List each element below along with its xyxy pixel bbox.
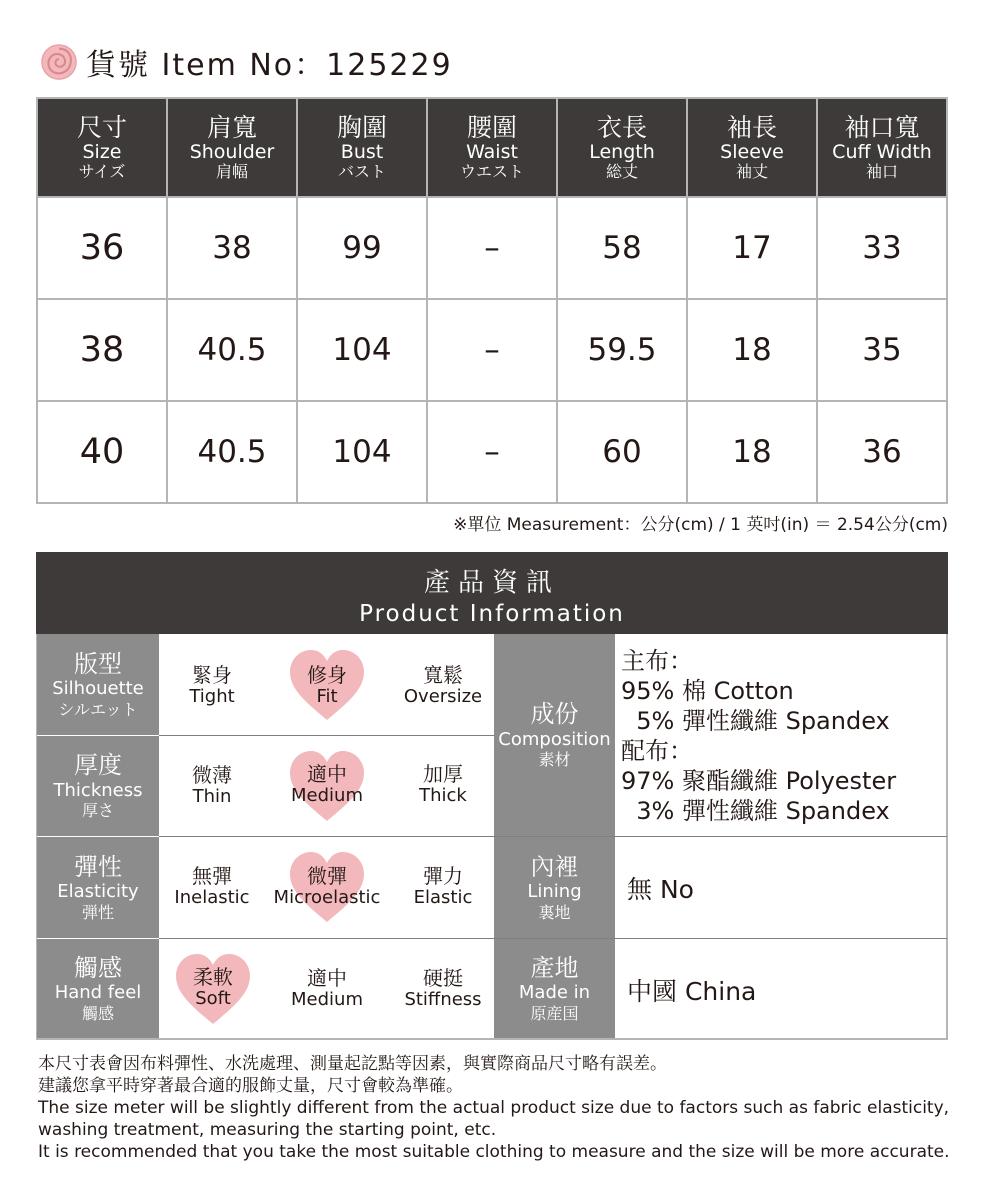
cell-size: 38 (37, 299, 167, 401)
composition-line: 97% 聚酯纖維 Polyester (621, 767, 897, 795)
made-in-value: 中國 China (627, 977, 757, 1006)
option-tight: 緊身 Tight (189, 663, 235, 708)
cell-cuff-width: 33 (817, 197, 947, 299)
table-row (37, 401, 947, 503)
option-medium-thickness: 適中 Medium (291, 762, 363, 807)
cell-shoulder: 40.5 (167, 401, 297, 503)
option-fit: 修身 Fit (307, 663, 347, 708)
product-info-title-zh: 產品資訊 (423, 568, 560, 598)
cell-sleeve: 18 (687, 299, 817, 401)
cell-bust: 104 (297, 299, 427, 401)
composition-line: 95% 棉 Cotton (621, 677, 794, 705)
cell-sleeve: 18 (687, 401, 817, 503)
option-medium-feel: 適中 Medium (291, 966, 363, 1011)
cell-sleeve: 17 (687, 197, 817, 299)
cell-size: 36 (37, 197, 167, 299)
header-bust: 胸圍 Bust バスト (297, 98, 427, 197)
size-disclaimer (38, 1053, 950, 1163)
cell-bust: 99 (297, 197, 427, 299)
option-microelastic: 微彈 Microelastic (273, 864, 381, 909)
option-stiffness: 硬挺 Stiffness (404, 966, 482, 1011)
lining-value: 無 No (627, 875, 694, 904)
header-cuff-width: 袖口寬 Cuff Width 袖口 (817, 98, 947, 197)
footnote-line: The size meter will be slightly different from the actual product size due to factors such as fabric elasticity, (38, 1098, 950, 1118)
cell-length: 60 (557, 401, 687, 503)
size-table-header (37, 98, 947, 197)
header-size: 尺寸 Size サイズ (37, 98, 167, 197)
label-hand-feel: 觸感 Hand feel 觸感 (37, 939, 159, 1038)
label-lining: 內裡 Lining 裏地 (494, 837, 615, 938)
label-elasticity: 彈性 Elasticity 弾性 (37, 837, 159, 938)
option-elastic: 彈力 Elastic (413, 864, 473, 909)
item-title (40, 40, 453, 84)
cell-cuff-width: 35 (817, 299, 947, 401)
cell-length: 58 (557, 197, 687, 299)
option-oversize: 寬鬆 Oversize (403, 663, 483, 708)
label-composition: 成份 Composition 素材 (494, 634, 615, 836)
footnote-line: 建議您拿平時穿著最合適的服飾丈量，尺寸會較為準確。 (38, 1076, 463, 1096)
table-row (37, 299, 947, 401)
cell-bust: 104 (297, 401, 427, 503)
product-info-title-en: Product Information (359, 601, 625, 627)
product-info-grid (36, 634, 948, 1040)
label-made-in: 產地 Made in 原産国 (494, 939, 615, 1038)
option-thick: 加厚 Thick (419, 762, 467, 807)
cell-length: 59.5 (557, 299, 687, 401)
label-silhouette: 版型 Silhouette シルエット (37, 634, 159, 735)
cell-waist: – (427, 197, 557, 299)
cell-size: 40 (37, 401, 167, 503)
header-shoulder: 肩寬 Shoulder 肩幅 (167, 98, 297, 197)
cell-cuff-width: 36 (817, 401, 947, 503)
cell-shoulder: 40.5 (167, 299, 297, 401)
header-sleeve: 袖長 Sleeve 袖丈 (687, 98, 817, 197)
option-inelastic: 無彈 Inelastic (174, 864, 250, 909)
unit-note: ※單位 Measurement：公分(cm) / 1 英吋(in) ＝ 2.54公分(cm) (453, 515, 948, 535)
composition-line: 配布： (621, 737, 693, 765)
composition-line: 3% 彈性纖維 Spandex (621, 797, 890, 825)
header-length: 衣長 Length 総丈 (557, 98, 687, 197)
option-soft: 柔軟 Soft (193, 965, 233, 1010)
rose-icon (40, 43, 78, 81)
footnote-line: 本尺寸表會因布料彈性、水洗處理、測量起訖點等因素，與實際商品尺寸略有誤差。 (38, 1054, 667, 1074)
composition-details (621, 646, 896, 826)
item-number: 貨號 Item No：125229 (86, 48, 453, 83)
composition-line: 主布： (621, 647, 693, 675)
table-row (37, 197, 947, 299)
label-thickness: 厚度 Thickness 厚さ (37, 736, 159, 836)
composition-line: 5% 彈性纖維 Spandex (621, 707, 890, 735)
cell-waist: – (427, 299, 557, 401)
cell-shoulder: 38 (167, 197, 297, 299)
divider (159, 836, 947, 837)
footnote-line: It is recommended that you take the most suitable clothing to measure and the size will be more accurate. (38, 1142, 950, 1162)
divider (159, 938, 947, 939)
footnote-line: washing treatment, measuring the starting point, etc. (38, 1120, 497, 1140)
cell-waist: – (427, 401, 557, 503)
header-waist: 腰圍 Waist ウエスト (427, 98, 557, 197)
divider (159, 735, 494, 736)
option-thin: 微薄 Thin (192, 763, 232, 808)
product-info-heading (36, 552, 948, 634)
size-table (36, 97, 948, 504)
